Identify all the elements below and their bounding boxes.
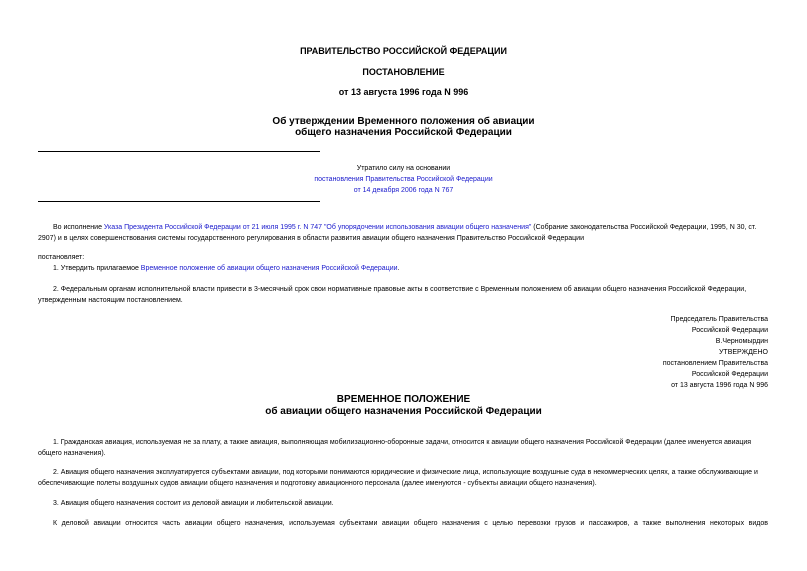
regulation-link[interactable]: Временное положение об авиации общего назначения Российской Федерации [140,265,398,272]
approved-label: УТВЕРЖДЕНО [718,349,768,356]
decree-link[interactable]: Указа Президента Российской Федерации от 21 июля 1995 г. N 747 "Об упорядочении использования авиации общего назначения" [103,224,532,231]
signature-block [568,314,768,391]
regulation-p3: 3. Авиация общего назначения состоит из деловой авиации и любительской авиации. [53,500,334,507]
doc-title-line1: Об утверждении Временного положения об авиации [272,116,535,127]
doc-type: ПОСТАНОВЛЕНИЕ [362,67,445,77]
org-title: ПРАВИТЕЛЬСТВО РОССИЙСКОЙ ФЕДЕРАЦИИ [300,46,507,56]
preamble-text-before: Во исполнение [53,224,104,231]
approved-line5: постановлением Правительства [662,360,768,367]
status-text: Утратило силу на основании [356,165,451,172]
approved-line7: от 13 августа 1996 года N 996 [671,382,768,389]
regulation-p1: 1. Гражданская авиация, используемая не за плату, а также авиация, выполняющая мобилизационно-оборонные задачи, относится к авиации общего назначения Российской Федерации (далее именуется авиация общего назначения). [38,439,752,457]
signature-line3: В.Черномырдин [715,338,768,345]
doc-title-line2: общего назначения Российской Федерации [295,127,512,138]
regulation-title-line2: об авиации общего назначения Российской Федерации [265,406,542,417]
regulation-p2: 2. Авиация общего назначения эксплуатируется субъектами авиации, под которыми понимаются юридические и физические лица, использующие воздушные суда в некоммерческих целях, а также обслуживающие и обеспечивающие полеты воздушных судов авиации общего назначения и подготовку авиационного персонала (далее именуются - субъекты авиации общего назначения). [38,469,758,487]
status-link-line2[interactable]: от 14 декабря 2006 года N 767 [353,187,454,194]
approved-line6: Российской Федерации [691,371,768,378]
divider-bottom [38,201,320,202]
divider-top [38,151,320,152]
preamble-text-after: (Собрание законодательства Российской Федерации, 1995, N 30, ст. 2907) и в целях совершенствования системы государственного регулирования в области развития авиации общего назначения Правительство Российской Федерации [38,224,757,242]
item-1-suffix: . [397,265,400,272]
regulation-title-line1: ВРЕМЕННОЕ ПОЛОЖЕНИЕ [336,394,471,405]
status-link-line1[interactable]: постановления Правительства Российской Федерации [314,176,493,183]
signature-line1: Председатель Правительства [670,316,768,323]
regulation-p4: К деловой авиации относится часть авиации общего назначения, используемая субъектами авиации общего назначения с целью перевозки грузов и пассажиров, а также выполнения некоторых видов [53,520,768,527]
doc-date-number: от 13 августа 1996 года N 996 [338,87,469,97]
preamble-paragraph [38,222,768,244]
item-1-prefix: 1. Утвердить прилагаемое [53,265,141,272]
item-2: 2. Федеральным органам исполнительной власти привести в 3-месячный срок свои нормативные правовые акты в соответствие с Временным положением об авиации общего назначения Российской Федерации, утвержденным настоящим постановлением. [38,286,747,304]
item-1 [38,263,768,274]
resolves-text: постановляет: [38,254,85,261]
signature-line2: Российской Федерации [691,327,768,334]
